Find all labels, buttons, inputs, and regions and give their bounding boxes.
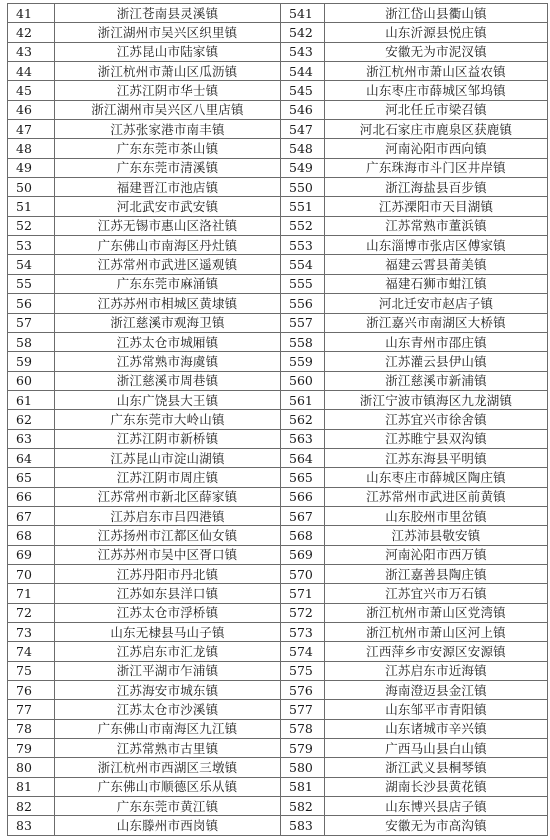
table-row: [8, 700, 548, 719]
rank-left-cell: 51: [8, 197, 55, 216]
rank-right-cell: 560: [281, 371, 325, 390]
rank-left-cell: 73: [8, 623, 55, 642]
rank-right-cell: 565: [281, 468, 325, 487]
rank-left-cell: 80: [8, 758, 55, 777]
town-right-cell: 河北迁安市赵店子镇: [325, 294, 548, 313]
table-row: [8, 661, 548, 680]
table-row: [8, 739, 548, 758]
table-row: [8, 371, 548, 390]
town-left-cell: 广东东莞市麻涌镇: [55, 274, 281, 293]
table-row: [8, 352, 548, 371]
table-row: [8, 178, 548, 197]
rank-left-cell: 71: [8, 584, 55, 603]
town-left-cell: 浙江湖州市吴兴区八里店镇: [55, 100, 281, 119]
town-right-cell: 山东胶州市里岔镇: [325, 506, 548, 525]
town-right-cell: 江苏常州市武进区前黄镇: [325, 487, 548, 506]
rank-left-cell: 77: [8, 700, 55, 719]
table-row: [8, 332, 548, 351]
town-left-cell: 山东无棣县马山子镇: [55, 623, 281, 642]
town-right-cell: 浙江杭州市萧山区党湾镇: [325, 603, 548, 622]
rank-left-cell: 72: [8, 603, 55, 622]
town-right-cell: 福建石狮市蚶江镇: [325, 274, 548, 293]
rank-left-cell: 44: [8, 62, 55, 81]
table-row: [8, 294, 548, 313]
town-right-cell: 海南澄迈县金江镇: [325, 681, 548, 700]
rank-left-cell: 66: [8, 487, 55, 506]
rank-right-cell: 579: [281, 739, 325, 758]
town-right-cell: 浙江慈溪市新浦镇: [325, 371, 548, 390]
rank-right-cell: 577: [281, 700, 325, 719]
rank-right-cell: 550: [281, 178, 325, 197]
rank-right-cell: 574: [281, 642, 325, 661]
rank-left-cell: 52: [8, 216, 55, 235]
rank-right-cell: 581: [281, 777, 325, 796]
rank-right-cell: 573: [281, 623, 325, 642]
table-row: [8, 487, 548, 506]
rank-left-cell: 61: [8, 390, 55, 409]
table-body: [8, 4, 548, 836]
town-right-cell: 江苏启东市近海镇: [325, 661, 548, 680]
town-left-cell: 广东佛山市南海区丹灶镇: [55, 236, 281, 255]
rank-left-cell: 79: [8, 739, 55, 758]
table-row: [8, 410, 548, 429]
table-row: [8, 429, 548, 448]
table-row: [8, 313, 548, 332]
rank-left-cell: 70: [8, 564, 55, 583]
rank-right-cell: 553: [281, 236, 325, 255]
town-right-cell: 浙江杭州市萧山区益农镇: [325, 62, 548, 81]
table-row: [8, 777, 548, 796]
town-left-cell: 浙江湖州市吴兴区织里镇: [55, 23, 281, 42]
table-row: [8, 797, 548, 816]
town-left-cell: 浙江杭州市萧山区瓜沥镇: [55, 62, 281, 81]
rank-right-cell: 572: [281, 603, 325, 622]
town-left-cell: 江苏常州市武进区遥观镇: [55, 255, 281, 274]
town-left-cell: 江苏苏州市吴中区胥口镇: [55, 545, 281, 564]
town-left-cell: 河北武安市武安镇: [55, 197, 281, 216]
rank-right-cell: 582: [281, 797, 325, 816]
town-left-cell: 江苏苏州市相城区黄埭镇: [55, 294, 281, 313]
town-left-cell: 广东佛山市南海区九江镇: [55, 719, 281, 738]
town-left-cell: 广东东莞市茶山镇: [55, 139, 281, 158]
town-left-cell: 江苏太仓市城厢镇: [55, 332, 281, 351]
table-row: [8, 274, 548, 293]
rank-right-cell: 554: [281, 255, 325, 274]
rank-right-cell: 563: [281, 429, 325, 448]
town-left-cell: 江苏启东市吕四港镇: [55, 506, 281, 525]
table-row: [8, 506, 548, 525]
table-row: [8, 468, 548, 487]
town-right-cell: 江苏常熟市董浜镇: [325, 216, 548, 235]
town-left-cell: 广东佛山市顺德区乐从镇: [55, 777, 281, 796]
table-row: [8, 4, 548, 23]
rank-right-cell: 551: [281, 197, 325, 216]
rank-left-cell: 60: [8, 371, 55, 390]
table-row: [8, 642, 548, 661]
rank-right-cell: 564: [281, 448, 325, 467]
town-left-cell: 广东东莞市清溪镇: [55, 158, 281, 177]
table-row: [8, 390, 548, 409]
rank-left-cell: 82: [8, 797, 55, 816]
rank-left-cell: 75: [8, 661, 55, 680]
rank-right-cell: 558: [281, 332, 325, 351]
town-right-cell: 浙江岱山县衢山镇: [325, 4, 548, 23]
rank-right-cell: 562: [281, 410, 325, 429]
table-row: [8, 62, 548, 81]
table-row: [8, 236, 548, 255]
town-left-cell: 江苏如东县洋口镇: [55, 584, 281, 603]
table-row: [8, 23, 548, 42]
town-left-cell: 江苏常熟市海虞镇: [55, 352, 281, 371]
town-right-cell: 浙江杭州市萧山区河上镇: [325, 623, 548, 642]
town-left-cell: 江苏太仓市浮桥镇: [55, 603, 281, 622]
town-right-cell: 浙江嘉兴市南湖区大桥镇: [325, 313, 548, 332]
table-row: [8, 603, 548, 622]
rank-left-cell: 57: [8, 313, 55, 332]
rank-right-cell: 549: [281, 158, 325, 177]
table-row: [8, 42, 548, 61]
rank-left-cell: 63: [8, 429, 55, 448]
rank-right-cell: 571: [281, 584, 325, 603]
town-left-cell: 浙江慈溪市周巷镇: [55, 371, 281, 390]
table-row: [8, 758, 548, 777]
rank-left-cell: 47: [8, 120, 55, 139]
table-row: [8, 139, 548, 158]
rank-left-cell: 76: [8, 681, 55, 700]
rank-right-cell: 567: [281, 506, 325, 525]
town-right-cell: 江苏灌云县伊山镇: [325, 352, 548, 371]
town-right-cell: 湖南长沙县黄花镇: [325, 777, 548, 796]
town-right-cell: 山东枣庄市薛城区邹坞镇: [325, 81, 548, 100]
rank-left-cell: 49: [8, 158, 55, 177]
rank-right-cell: 543: [281, 42, 325, 61]
rank-left-cell: 42: [8, 23, 55, 42]
table-row: [8, 564, 548, 583]
town-right-cell: 广西马山县白山镇: [325, 739, 548, 758]
rank-right-cell: 570: [281, 564, 325, 583]
town-left-cell: 江苏无锡市惠山区洛社镇: [55, 216, 281, 235]
town-right-cell: 江苏沛县敬安镇: [325, 526, 548, 545]
rank-left-cell: 55: [8, 274, 55, 293]
table-row: [8, 526, 548, 545]
rank-left-cell: 53: [8, 236, 55, 255]
rank-right-cell: 541: [281, 4, 325, 23]
town-left-cell: 山东滕州市西岗镇: [55, 816, 281, 836]
town-left-cell: 江苏太仓市沙溪镇: [55, 700, 281, 719]
rank-left-cell: 67: [8, 506, 55, 525]
rank-left-cell: 62: [8, 410, 55, 429]
town-left-cell: 江苏扬州市江都区仙女镇: [55, 526, 281, 545]
rank-left-cell: 59: [8, 352, 55, 371]
table-row: [8, 816, 548, 836]
rank-left-cell: 48: [8, 139, 55, 158]
town-left-cell: 江苏江阴市华士镇: [55, 81, 281, 100]
rank-right-cell: 575: [281, 661, 325, 680]
rank-right-cell: 548: [281, 139, 325, 158]
rank-right-cell: 556: [281, 294, 325, 313]
town-ranking-table: [7, 3, 548, 836]
rank-right-cell: 552: [281, 216, 325, 235]
rank-left-cell: 64: [8, 448, 55, 467]
rank-right-cell: 566: [281, 487, 325, 506]
town-left-cell: 福建晋江市池店镇: [55, 178, 281, 197]
town-right-cell: 江苏东海县平明镇: [325, 448, 548, 467]
rank-right-cell: 559: [281, 352, 325, 371]
rank-left-cell: 81: [8, 777, 55, 796]
town-right-cell: 河南沁阳市西向镇: [325, 139, 548, 158]
town-right-cell: 江苏宜兴市徐舍镇: [325, 410, 548, 429]
table-row: [8, 197, 548, 216]
town-right-cell: 山东邹平市青阳镇: [325, 700, 548, 719]
rank-right-cell: 557: [281, 313, 325, 332]
rank-right-cell: 542: [281, 23, 325, 42]
rank-left-cell: 68: [8, 526, 55, 545]
table-row: [8, 584, 548, 603]
town-left-cell: 广东东莞市黄江镇: [55, 797, 281, 816]
town-left-cell: 广东东莞市大岭山镇: [55, 410, 281, 429]
rank-left-cell: 58: [8, 332, 55, 351]
town-right-cell: 山东枣庄市薛城区陶庄镇: [325, 468, 548, 487]
rank-right-cell: 580: [281, 758, 325, 777]
town-right-cell: 江苏溧阳市天目湖镇: [325, 197, 548, 216]
town-right-cell: 山东沂源县悦庄镇: [325, 23, 548, 42]
town-left-cell: 浙江苍南县灵溪镇: [55, 4, 281, 23]
town-right-cell: 浙江武义县桐琴镇: [325, 758, 548, 777]
rank-left-cell: 41: [8, 4, 55, 23]
town-left-cell: 江苏江阴市周庄镇: [55, 468, 281, 487]
town-right-cell: 浙江宁波市镇海区九龙湖镇: [325, 390, 548, 409]
town-right-cell: 河北任丘市梁召镇: [325, 100, 548, 119]
table-row: [8, 216, 548, 235]
rank-right-cell: 546: [281, 100, 325, 119]
rank-right-cell: 555: [281, 274, 325, 293]
town-right-cell: 浙江海盐县百步镇: [325, 178, 548, 197]
town-right-cell: 广东珠海市斗门区井岸镇: [325, 158, 548, 177]
town-left-cell: 江苏海安市城东镇: [55, 681, 281, 700]
rank-left-cell: 78: [8, 719, 55, 738]
table-row: [8, 448, 548, 467]
town-left-cell: 浙江杭州市西湖区三墩镇: [55, 758, 281, 777]
town-left-cell: 江苏丹阳市丹北镇: [55, 564, 281, 583]
town-left-cell: 江苏张家港市南丰镇: [55, 120, 281, 139]
town-left-cell: 江苏昆山市陆家镇: [55, 42, 281, 61]
town-right-cell: 河北石家庄市鹿泉区获鹿镇: [325, 120, 548, 139]
rank-left-cell: 54: [8, 255, 55, 274]
rank-right-cell: 578: [281, 719, 325, 738]
town-right-cell: 河南沁阳市西万镇: [325, 545, 548, 564]
town-right-cell: 安徽无为市高沟镇: [325, 816, 548, 836]
town-right-cell: 山东博兴县店子镇: [325, 797, 548, 816]
rank-right-cell: 576: [281, 681, 325, 700]
rank-right-cell: 544: [281, 62, 325, 81]
town-right-cell: 浙江嘉善县陶庄镇: [325, 564, 548, 583]
rank-left-cell: 43: [8, 42, 55, 61]
table-row: [8, 719, 548, 738]
table-row: [8, 81, 548, 100]
town-right-cell: 安徽无为市泥汊镇: [325, 42, 548, 61]
rank-left-cell: 65: [8, 468, 55, 487]
town-left-cell: 江苏启东市汇龙镇: [55, 642, 281, 661]
rank-right-cell: 545: [281, 81, 325, 100]
town-right-cell: 江西萍乡市安源区安源镇: [325, 642, 548, 661]
table-row: [8, 545, 548, 564]
table-row: [8, 120, 548, 139]
rank-left-cell: 56: [8, 294, 55, 313]
rank-left-cell: 74: [8, 642, 55, 661]
town-left-cell: 浙江平湖市乍浦镇: [55, 661, 281, 680]
town-right-cell: 江苏宜兴市万石镇: [325, 584, 548, 603]
table-row: [8, 681, 548, 700]
table-row: [8, 100, 548, 119]
town-right-cell: 山东淄博市张店区傅家镇: [325, 236, 548, 255]
rank-right-cell: 569: [281, 545, 325, 564]
town-left-cell: 江苏江阴市新桥镇: [55, 429, 281, 448]
town-right-cell: 山东诸城市辛兴镇: [325, 719, 548, 738]
rank-right-cell: 568: [281, 526, 325, 545]
rank-right-cell: 583: [281, 816, 325, 836]
town-right-cell: 江苏睢宁县双沟镇: [325, 429, 548, 448]
rank-left-cell: 45: [8, 81, 55, 100]
table-row: [8, 623, 548, 642]
town-left-cell: 江苏昆山市淀山湖镇: [55, 448, 281, 467]
table-row: [8, 158, 548, 177]
town-left-cell: 江苏常州市新北区薛家镇: [55, 487, 281, 506]
rank-right-cell: 547: [281, 120, 325, 139]
rank-left-cell: 46: [8, 100, 55, 119]
rank-left-cell: 50: [8, 178, 55, 197]
rank-left-cell: 69: [8, 545, 55, 564]
rank-left-cell: 83: [8, 816, 55, 836]
table-row: [8, 255, 548, 274]
town-right-cell: 山东青州市邵庄镇: [325, 332, 548, 351]
town-left-cell: 江苏常熟市古里镇: [55, 739, 281, 758]
town-left-cell: 浙江慈溪市观海卫镇: [55, 313, 281, 332]
town-right-cell: 福建云霄县莆美镇: [325, 255, 548, 274]
rank-right-cell: 561: [281, 390, 325, 409]
town-left-cell: 山东广饶县大王镇: [55, 390, 281, 409]
